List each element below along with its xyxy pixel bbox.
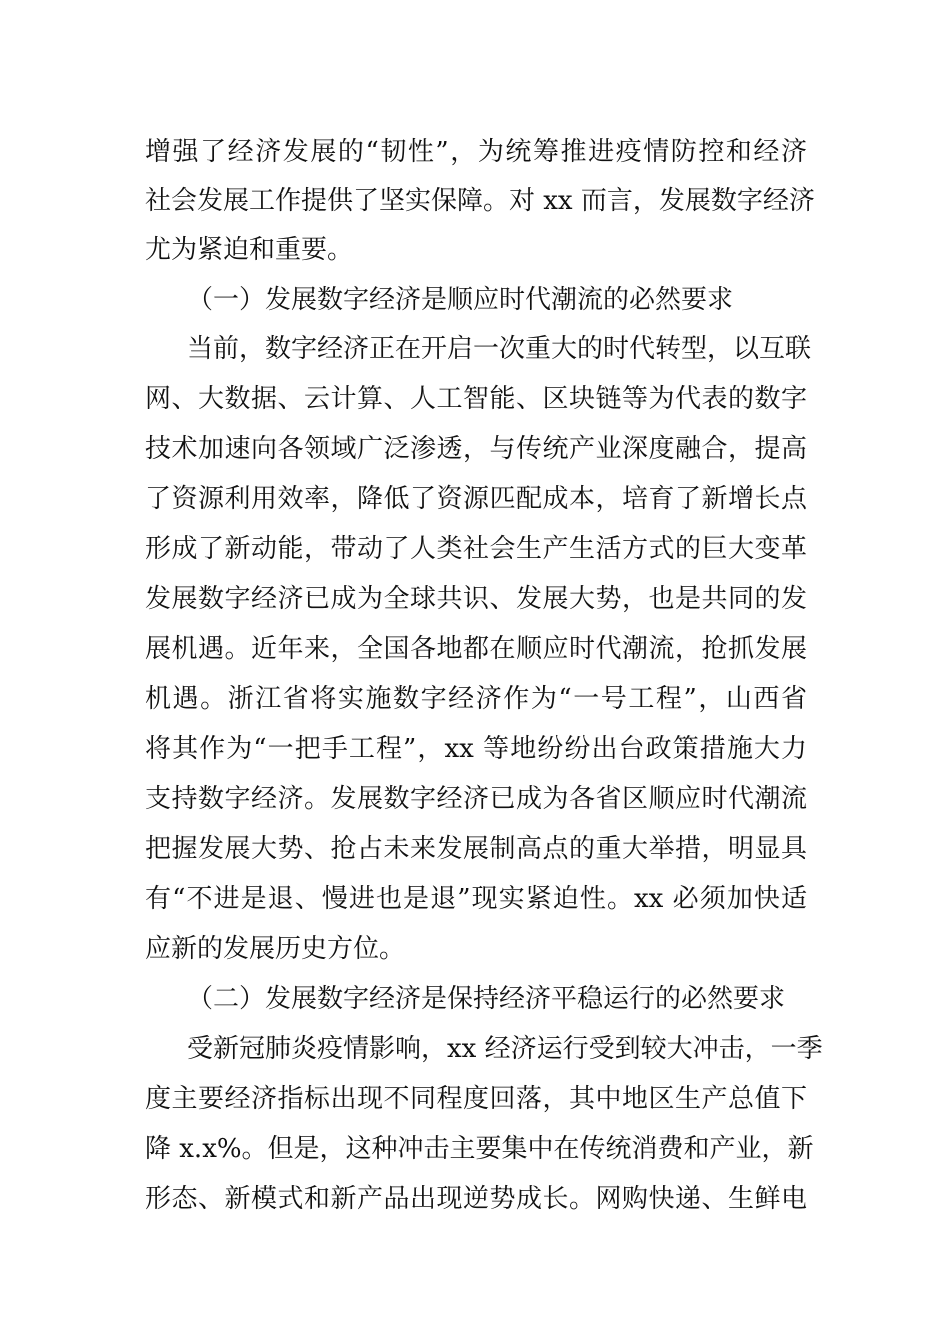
text-line: 社会发展工作提供了坚实保障。对 xx 而言，发展数字经济 bbox=[145, 186, 815, 216]
section-heading: （一）发展数字经济是顺应时代潮流的必然要求 bbox=[187, 285, 734, 315]
text-line: 形成了新动能，带动了人类社会生产生活方式的巨大变革 bbox=[145, 534, 807, 564]
section-heading: （二）发展数字经济是保持经济平稳运行的必然要求 bbox=[187, 984, 786, 1014]
text-line: 当前，数字经济正在开启一次重大的时代转型，以互联 bbox=[187, 334, 812, 364]
text-line: 受新冠肺炎疫情影响，xx 经济运行受到较大冲击，一季 bbox=[187, 1034, 823, 1064]
text-line: 将其作为“一把手工程”，xx 等地纷纷出台政策措施大力 bbox=[145, 734, 807, 764]
text-line: 发展数字经济已成为全球共识、发展大势，也是共同的发 bbox=[145, 584, 807, 614]
text-line: 度主要经济指标出现不同程度回落，其中地区生产总值下 bbox=[145, 1084, 807, 1114]
text-line: 形态、新模式和新产品出现逆势成长。网购快递、生鲜电 bbox=[145, 1184, 807, 1214]
text-line: 有“不进是退、慢进也是退”现实紧迫性。xx 必须加快适 bbox=[145, 884, 807, 914]
text-line: 技术加速向各领域广泛渗透，与传统产业深度融合，提高 bbox=[145, 434, 807, 464]
text-line: 展机遇。近年来，全国各地都在顺应时代潮流，抢抓发展 bbox=[145, 634, 807, 664]
text-line: 网、大数据、云计算、人工智能、区块链等为代表的数字 bbox=[145, 384, 807, 414]
text-line: 降 x.x%。但是，这种冲击主要集中在传统消费和产业，新 bbox=[145, 1134, 814, 1164]
text-line: 了资源利用效率，降低了资源匹配成本，培育了新增长点 bbox=[145, 484, 807, 514]
text-line: 应新的发展历史方位。 bbox=[145, 934, 406, 964]
text-line: 增强了经济发展的“韧性”，为统筹推进疫情防控和经济 bbox=[145, 137, 807, 167]
text-line: 把握发展大势、抢占未来发展制高点的重大举措，明显具 bbox=[145, 834, 807, 864]
text-line: 支持数字经济。发展数字经济已成为各省区顺应时代潮流 bbox=[145, 784, 807, 814]
text-line: 尤为紧迫和重要。 bbox=[145, 235, 354, 265]
text-line: 机遇。浙江省将实施数字经济作为“一号工程”，山西省 bbox=[145, 684, 807, 714]
